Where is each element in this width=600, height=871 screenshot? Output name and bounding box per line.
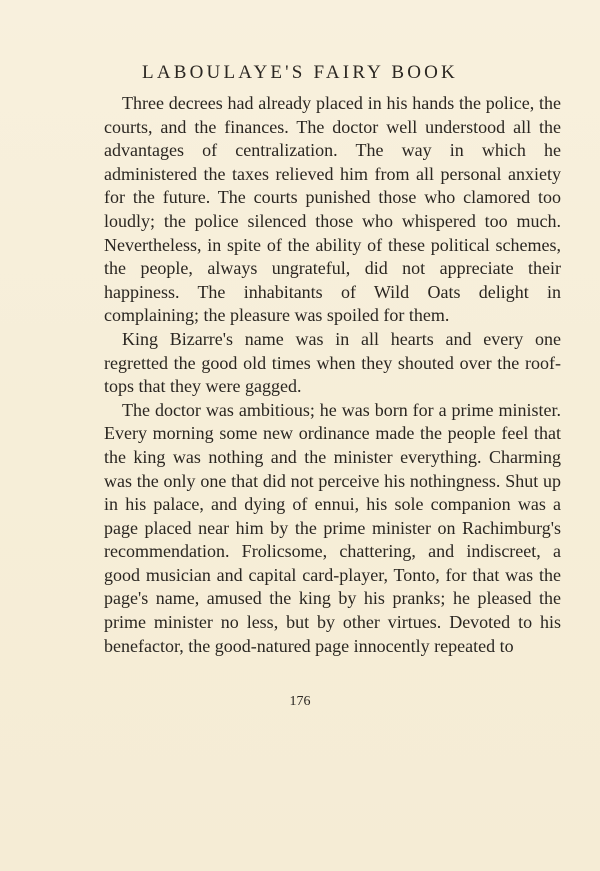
body-text <box>104 92 561 658</box>
running-head: LABOULAYE'S FAIRY BOOK <box>142 62 458 83</box>
paragraph-2: King Bizarre's name was in all hearts and every one regretted the good old times when they shouted over the roof-tops that they were gagged. <box>104 328 561 397</box>
paragraph-1: Three decrees had already placed in his hands the police, the courts, and the finances. The doctor well understood all the advantages of centralization. The way in which he administered the taxes relieved him from all personal anxiety for the future. The courts punished those who clamored too loudly; the police silenced those who whispered too much. Nevertheless, in spite of the ability of these political schemes, the people, always ungrateful, did not appreciate their happiness. The inhabitants of Wild Oats delight in complaining; the pleasure was spoiled for them. <box>104 93 561 326</box>
paragraph-3: The doctor was ambitious; he was born for a prime minister. Every morning some new ordinance made the people feel that the king was nothing and the minister everything. Charming was the only one that did not perceive his nothingness. Shut up in his palace, and dying of ennui, his sole companion was a page placed near him by the prime minister on Rachimburg's recommendation. Frolicsome, chattering, and indiscreet, a good musician and capital card-player, Tonto, for that was the page's name, amused the king by his pranks; he pleased the prime minister no less, but by other virtues. Devoted to his benefactor, the good-natured page innocently repeated to <box>104 399 561 656</box>
page-number: 176 <box>289 694 311 709</box>
